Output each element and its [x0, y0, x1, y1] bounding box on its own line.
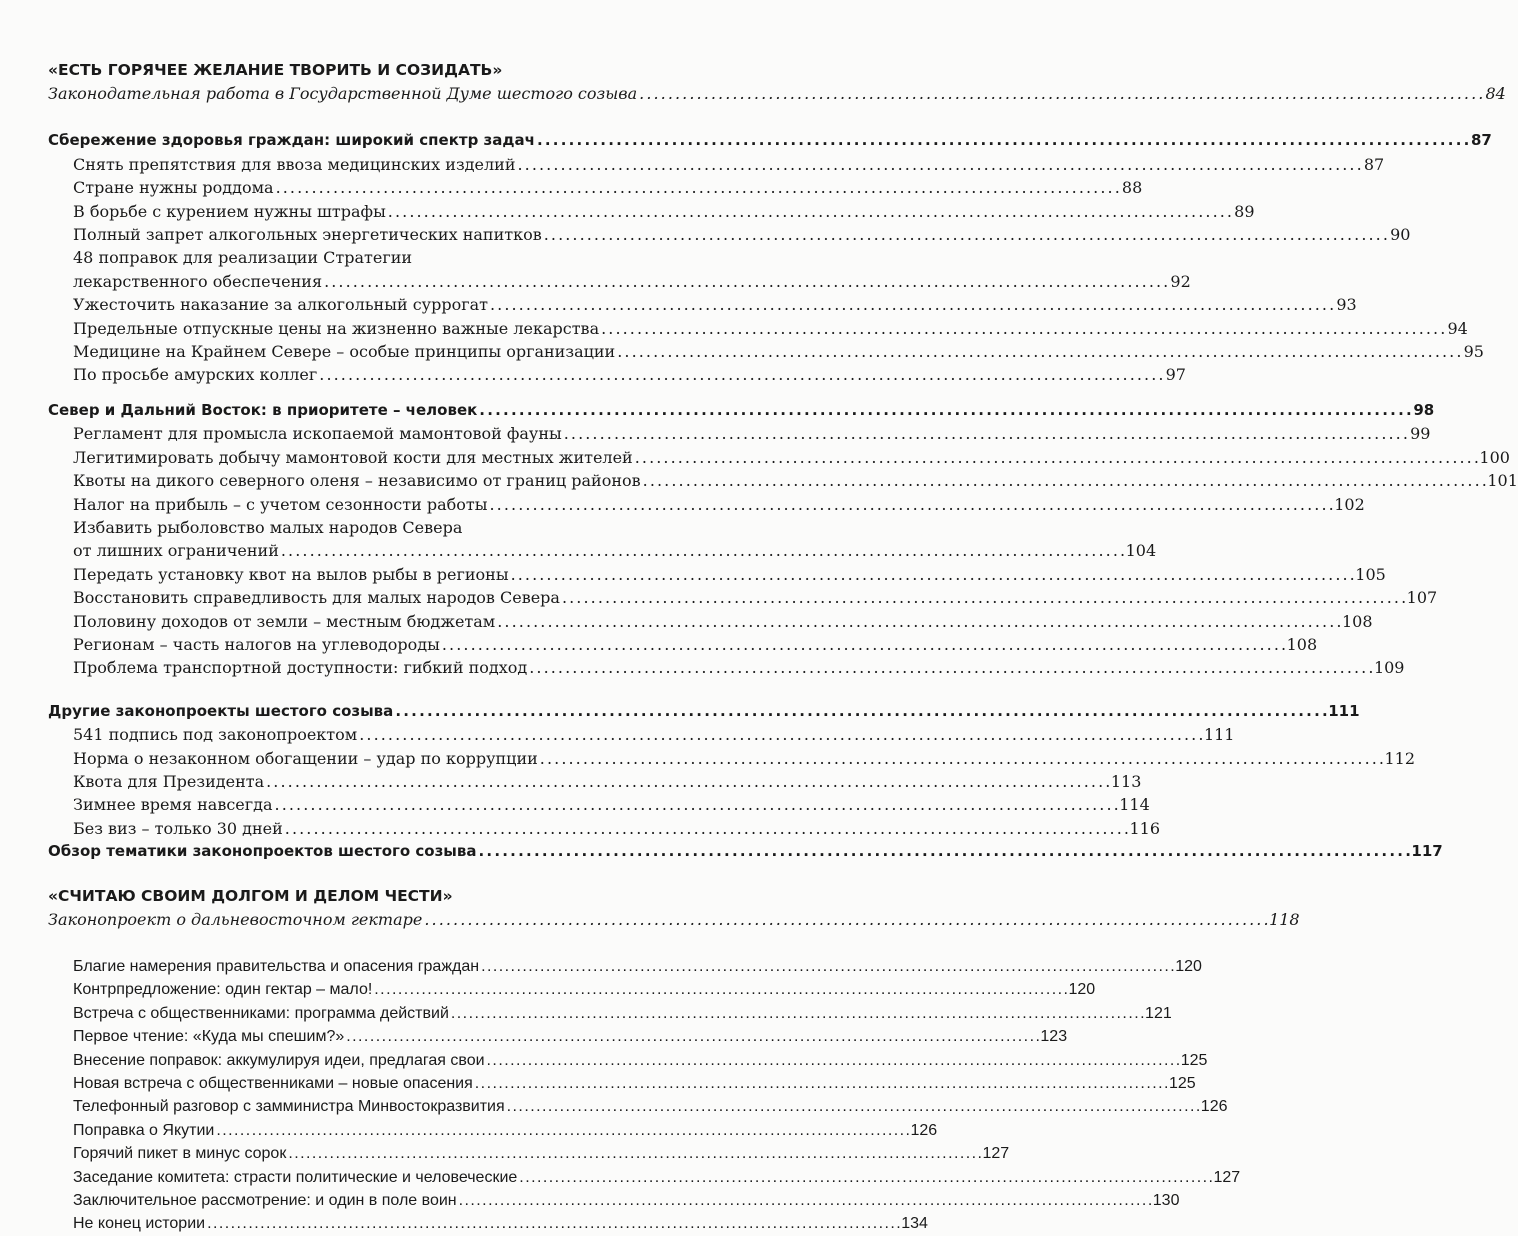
toc-entry: [48, 422, 1431, 445]
toc-entry: [48, 1095, 1228, 1118]
page-number: 107: [1406, 588, 1438, 608]
entry-title: Налог на прибыль – с учетом сезонности работы: [73, 494, 488, 514]
entry-title: Контрпредложение: один гектар – мало!: [73, 981, 373, 999]
page-number: 84: [1485, 84, 1506, 103]
toc-chapter: [48, 129, 1492, 152]
toc-entry: [48, 1072, 1196, 1095]
entry-title-line: Избавить рыболовство малых народов Севера: [73, 517, 463, 537]
toc-entry: [48, 1002, 1172, 1025]
toc-entry: [48, 770, 1142, 793]
toc-entry: [48, 200, 1255, 223]
entry-title-line: 48 поправок для реализации Стратегии: [73, 248, 413, 268]
page-number: 95: [1463, 342, 1484, 362]
page-number: 100: [1479, 447, 1510, 467]
page-number: 111: [1328, 701, 1360, 720]
part-heading: «СЧИТАЮ СВОИМ ДОЛГОМ И ДЕЛОМ ЧЕСТИ»: [48, 886, 453, 905]
page-number: 111: [1203, 725, 1235, 745]
toc-entry: [48, 586, 1438, 609]
page-number: 108: [1286, 634, 1318, 654]
toc-entry: [48, 153, 1385, 176]
page-number: 87: [1363, 154, 1385, 174]
entry-title: Регионам – часть налогов на углеводороды: [73, 634, 440, 654]
page-number: 90: [1390, 225, 1411, 245]
entry-title: Ужесточить наказание за алкогольный суррогат: [73, 295, 488, 315]
entry-title: Легитимировать добычу мамонтовой кости для местных жителей: [73, 447, 633, 467]
entry-title: Без виз – только 30 дней: [73, 818, 283, 838]
entry-title: Заключительное рассмотрение: и один в поле воин: [73, 1192, 457, 1210]
toc-entry: [48, 793, 1150, 816]
entry-title: Зимнее время навсегда: [73, 795, 273, 815]
page-number: 92: [1170, 271, 1191, 291]
toc-entry: [48, 1189, 1180, 1212]
entry-title: Стране нужны роддома: [73, 178, 274, 198]
toc-entry: [48, 469, 1518, 492]
toc-entry: [48, 539, 1157, 562]
toc-entry: [48, 747, 1416, 770]
page-number: 116: [1129, 818, 1161, 838]
page-number: 94: [1447, 318, 1468, 338]
entry-title: Встреча с общественниками: программа действий: [73, 1004, 449, 1022]
chapter-title: Север и Дальний Восток: в приоритете – человек: [48, 400, 478, 419]
entry-title: По просьбе амурских коллег: [73, 365, 318, 385]
toc-chapter: [48, 840, 1443, 863]
page-number: 93: [1336, 295, 1357, 315]
toc-entry: [48, 293, 1357, 316]
page-number: 112: [1384, 748, 1416, 768]
entry-title: Законопроект о дальневосточном гектаре: [48, 909, 423, 929]
page-number: 101: [1487, 471, 1518, 491]
chapter-title: Обзор тематики законопроектов шестого созыва: [48, 842, 477, 861]
entry-title: Законодательная работа в Государственной Думе шестого созыва: [48, 84, 638, 103]
entry-title: Благие намерения правительства и опасения граждан: [73, 958, 480, 975]
entry-title: Квота для Президента: [73, 771, 265, 791]
page-number: 87: [1470, 131, 1492, 150]
page-number: 127: [982, 1145, 1010, 1163]
page-number: 97: [1165, 365, 1186, 385]
toc-entry: [48, 493, 1365, 516]
entry-title: Передать установку квот на вылов рыбы в регионы: [73, 564, 509, 584]
page-number: 125: [1168, 1075, 1196, 1093]
page-number: 114: [1119, 795, 1150, 815]
toc-entry: [48, 270, 1191, 293]
toc-entry: [48, 1025, 1068, 1048]
entry-title: Внесение поправок: аккумулируя идеи, предлагая свои: [73, 1051, 485, 1069]
toc-entry: [48, 446, 1510, 469]
entry-title: Половину доходов от земли – местным бюджетам: [73, 611, 496, 631]
page-number: 123: [1040, 1028, 1068, 1046]
page-number: 127: [1213, 1168, 1241, 1186]
toc-entry: [48, 1212, 928, 1235]
entry-title: Заседание комитета: страсти политические и человеческие: [73, 1168, 518, 1186]
entry-title: Норма о незаконном обогащении – удар по коррупции: [73, 748, 538, 768]
entry-title: от лишних ограничений: [73, 541, 279, 561]
page-number: 102: [1334, 494, 1365, 514]
entry-title: Не конец истории: [73, 1215, 206, 1233]
entry-title: Первое чтение: «Куда мы спешим?»: [73, 1028, 345, 1046]
page-number: 126: [1200, 1098, 1228, 1116]
entry-title: Снять препятствия для ввоза медицинских изделий: [73, 154, 516, 174]
toc-entry: [48, 978, 1096, 1001]
table-of-contents: [48, 58, 1518, 1236]
toc-entry: [48, 563, 1386, 586]
toc-entry: [48, 82, 1506, 105]
page-number: 130: [1152, 1192, 1180, 1210]
page-number: 104: [1125, 541, 1157, 561]
page-number: 105: [1355, 564, 1386, 584]
toc-entry: [48, 610, 1373, 633]
entry-title: Поправка о Якутии: [73, 1121, 215, 1139]
page-number: 108: [1341, 611, 1373, 631]
toc-entry: [48, 317, 1468, 340]
page-number: 113: [1110, 771, 1142, 791]
toc-entry: [48, 817, 1161, 840]
toc-entry: [48, 363, 1186, 386]
page-number: 99: [1410, 424, 1431, 444]
toc-entry: [48, 1119, 938, 1142]
toc-entry: [48, 1166, 1241, 1189]
entry-title: Телефонный разговор с замминистра Минвостокразвития: [73, 1098, 505, 1116]
page-number: 120: [1175, 958, 1202, 975]
toc-entry: [48, 633, 1318, 656]
entry-title: Медицине на Крайнем Севере – особые принципы организации: [73, 342, 616, 362]
page-number: 89: [1234, 201, 1255, 221]
entry-title: Предельные отпускные цены на жизненно важные лекарства: [73, 318, 600, 338]
entry-title: Проблема транспортной доступности: гибкий подход: [73, 658, 528, 678]
chapter-title: Другие законопроекты шестого созыва: [48, 701, 394, 720]
toc-entry: [48, 223, 1411, 246]
toc-entry: [48, 1142, 1010, 1165]
entry-title: 541 подпись под законопроектом: [73, 725, 358, 745]
page-number: 121: [1145, 1004, 1172, 1022]
toc-entry: [48, 176, 1143, 199]
entry-title: Квоты на дикого северного оленя – независимо от границ районов: [73, 471, 641, 491]
part-heading: «ЕСТЬ ГОРЯЧЕЕ ЖЕЛАНИЕ ТВОРИТЬ И СОЗИДАТЬ»: [48, 61, 503, 79]
page-number: 118: [1269, 909, 1300, 929]
page-number: 120: [1068, 981, 1096, 999]
toc-entry: [48, 723, 1235, 746]
toc-entry: [48, 955, 1202, 978]
page-number: 134: [901, 1215, 928, 1233]
page-number: 98: [1413, 400, 1435, 419]
entry-title: Восстановить справедливость для малых народов Севера: [73, 588, 560, 608]
toc-entry: [48, 908, 1300, 931]
page-number: 88: [1121, 178, 1143, 198]
page-number: 109: [1373, 658, 1405, 678]
toc-chapter: [48, 700, 1360, 723]
entry-title: Полный запрет алкогольных энергетических напитков: [73, 225, 542, 245]
page-number: 117: [1411, 842, 1443, 861]
page-number: 125: [1180, 1051, 1208, 1069]
entry-title: В борьбе с курением нужны штрафы: [73, 201, 386, 221]
entry-title: Горячий пикет в минус сорок: [73, 1145, 287, 1163]
toc-entry: [48, 340, 1484, 363]
toc-entry: [48, 656, 1405, 679]
toc-chapter: [48, 399, 1435, 422]
chapter-title: Сбережение здоровья граждан: широкий спектр задач: [48, 131, 535, 150]
entry-title: лекарственного обеспечения: [73, 271, 323, 291]
toc-entry: [48, 1049, 1208, 1072]
entry-title: Регламент для промысла ископаемой мамонтовой фауны: [73, 424, 562, 444]
entry-title: Новая встреча с общественниками – новые опасения: [73, 1075, 473, 1093]
page-number: 126: [910, 1121, 938, 1139]
